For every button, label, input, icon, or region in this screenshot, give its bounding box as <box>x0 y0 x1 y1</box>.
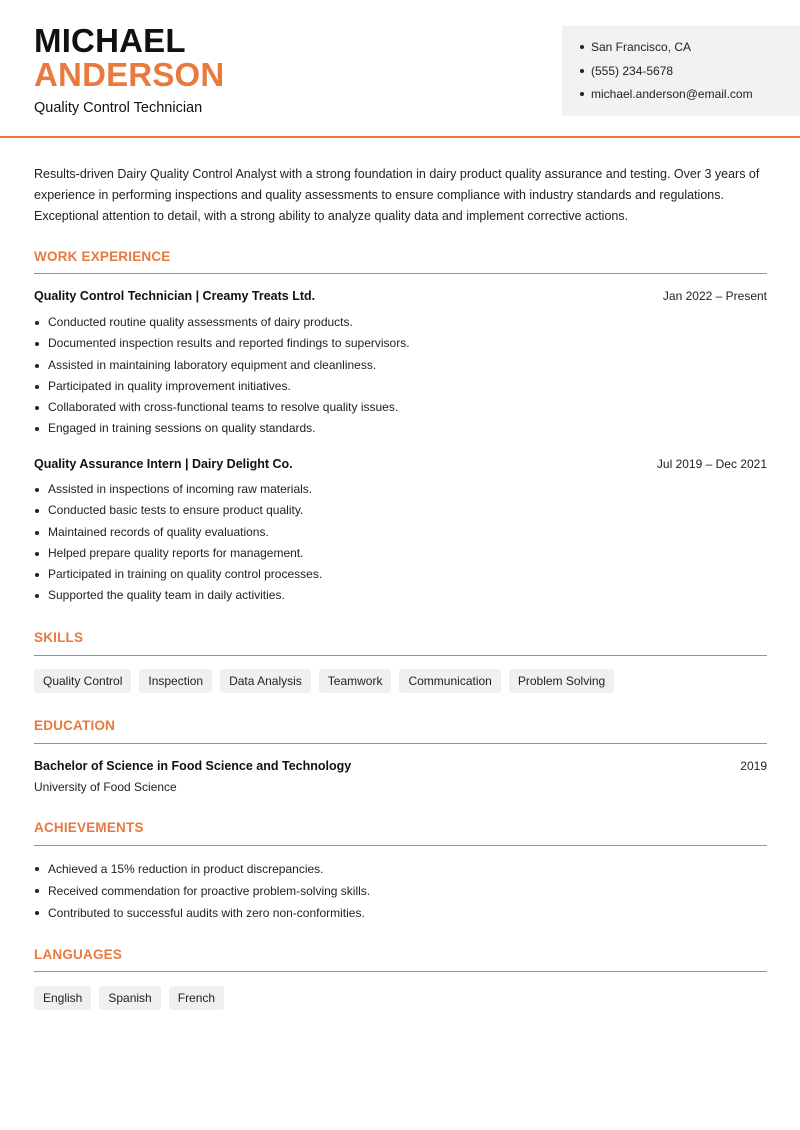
bullet-icon <box>35 889 39 893</box>
skill-tag: Data Analysis <box>220 669 311 693</box>
job-dates: Jan 2022 – Present <box>662 289 767 303</box>
bullet-icon <box>35 342 39 346</box>
bullet-icon <box>35 427 39 431</box>
school-name: University of Food Science <box>34 780 177 794</box>
bullet-icon <box>35 867 39 871</box>
bullet-icon <box>35 552 39 556</box>
summary: Results-driven Dairy Quality Control Analyst with a strong foundation in dairy product quality assurance and testing. Over 3 years of experience in performing inspections and quality assessments to ensure compliance with industry standards and regulations. Exceptional attention to detail, with a strong ability to analyze quality data and implement corrective actions. <box>34 167 760 223</box>
list-item <box>34 902 767 924</box>
bullet-icon <box>35 911 39 915</box>
job-role: Quality Control Technician | Creamy Treats Ltd. <box>34 289 316 303</box>
section-title-achievements: ACHIEVEMENTS <box>34 820 144 835</box>
list-item-text: Helped prepare quality reports for management. <box>48 545 304 560</box>
list-item <box>34 585 767 606</box>
bullet-icon <box>35 509 39 513</box>
bullet-icon <box>35 531 39 535</box>
list-item <box>34 418 767 439</box>
section-title-education: EDUCATION <box>34 718 116 733</box>
section-divider <box>34 971 767 972</box>
skill-tag: Teamwork <box>319 669 392 693</box>
first-name: MICHAEL <box>34 22 186 59</box>
section-divider <box>34 655 767 656</box>
graduation-year: 2019 <box>740 759 767 773</box>
list-item <box>34 479 767 500</box>
job-dates: Jul 2019 – Dec 2021 <box>656 457 767 471</box>
contact-location <box>580 38 800 62</box>
list-item <box>34 312 767 333</box>
list-item-text: Participated in quality improvement initiatives. <box>48 378 291 393</box>
contact-location-text: San Francisco, CA <box>591 40 692 54</box>
last-name: ANDERSON <box>34 56 225 93</box>
bullet-icon <box>35 385 39 389</box>
skills-list <box>34 669 614 693</box>
language-tag: English <box>34 986 91 1010</box>
list-item <box>34 500 767 521</box>
list-item <box>34 376 767 397</box>
list-item-text: Received commendation for proactive problem-solving skills. <box>48 884 371 898</box>
degree: Bachelor of Science in Food Science and Technology <box>34 759 352 773</box>
list-item-text: Engaged in training sessions on quality standards. <box>48 421 316 436</box>
bullet-icon <box>35 321 39 325</box>
bullet-icon <box>35 406 39 410</box>
list-item <box>34 543 767 564</box>
list-item-text: Assisted in maintaining laboratory equipment and cleanliness. <box>48 357 377 372</box>
job-role: Quality Assurance Intern | Dairy Delight Co. <box>34 457 293 471</box>
bullet-icon <box>35 488 39 492</box>
list-item-text: Documented inspection results and reported findings to supervisors. <box>48 336 410 351</box>
skill-tag: Inspection <box>139 669 212 693</box>
language-tag: French <box>169 986 224 1010</box>
list-item-text: Participated in training on quality control processes. <box>48 567 323 582</box>
list-item-text: Conducted routine quality assessments of dairy products. <box>48 315 353 329</box>
section-title-languages: LANGUAGES <box>34 947 123 962</box>
section-divider <box>34 743 767 744</box>
bullet-icon <box>580 92 584 96</box>
bullet-icon <box>580 45 584 49</box>
list-item <box>34 333 767 354</box>
list-item-text: Supported the quality team in daily activities. <box>48 588 285 603</box>
language-tag: Spanish <box>99 986 160 1010</box>
resume-header <box>0 0 800 138</box>
contact-email-text: michael.anderson@email.com <box>591 87 753 101</box>
skill-tag: Communication <box>399 669 500 693</box>
list-item <box>34 858 767 880</box>
list-item <box>34 397 767 418</box>
list-item-text: Conducted basic tests to ensure product quality. <box>48 503 304 518</box>
bullet-icon <box>580 69 584 73</box>
bullet-icon <box>35 364 39 368</box>
list-item-text: Maintained records of quality evaluations. <box>48 524 269 539</box>
job-header <box>34 457 767 471</box>
list-item <box>34 355 767 376</box>
bullet-icon <box>35 573 39 577</box>
job-title: Quality Control Technician <box>34 100 203 116</box>
list-item-text: Collaborated with cross-functional teams to resolve quality issues. <box>48 400 399 415</box>
bullet-icon <box>35 594 39 598</box>
section-title-skills: SKILLS <box>34 630 84 645</box>
skill-tag: Quality Control <box>34 669 131 693</box>
job-header <box>34 289 767 303</box>
contact-phone <box>580 62 800 86</box>
section-title-work: WORK EXPERIENCE <box>34 249 171 264</box>
section-divider <box>34 845 767 846</box>
achievement-bullets <box>34 858 767 924</box>
job-bullets <box>34 479 767 607</box>
list-item <box>34 880 767 902</box>
list-item <box>34 522 767 543</box>
skill-tag: Problem Solving <box>509 669 614 693</box>
contact-box <box>562 26 800 116</box>
list-item-text: Assisted in inspections of incoming raw materials. <box>48 482 313 496</box>
list-item <box>34 564 767 585</box>
contact-email <box>580 85 800 109</box>
list-item-text: Achieved a 15% reduction in product discrepancies. <box>48 862 324 876</box>
contact-phone-text: (555) 234-5678 <box>591 63 674 78</box>
job-bullets <box>34 312 767 440</box>
education-header <box>34 759 767 773</box>
languages-list <box>34 986 224 1010</box>
list-item-text: Contributed to successful audits with zero non-conformities. <box>48 906 365 920</box>
section-divider <box>34 273 767 274</box>
